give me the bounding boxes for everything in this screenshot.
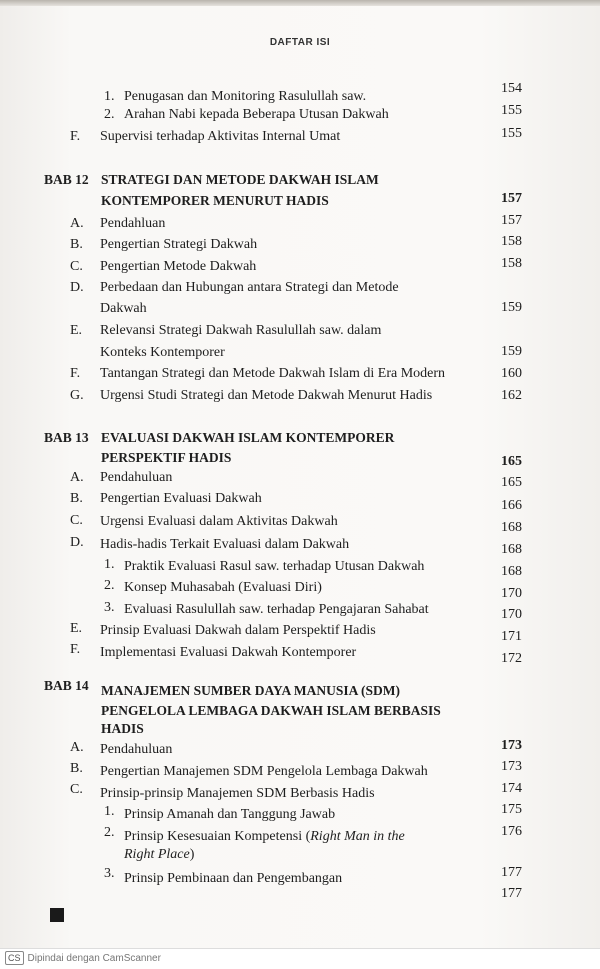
toc-entry-page: 155: [501, 126, 522, 141]
toc-entry-page: 173: [501, 759, 522, 774]
chapter-title-line: PERSPEKTIF HADIS: [101, 450, 232, 465]
toc-entry-marker: B.: [70, 491, 83, 506]
toc-entry-marker: 3.: [104, 600, 115, 615]
toc-entry-marker: 1.: [104, 89, 115, 104]
toc-entry-title: Tantangan Strategi dan Metode Dakwah Islam di Era Modern: [100, 366, 446, 381]
chapter-label: BAB 14: [44, 678, 89, 693]
toc-entry-page: 155: [501, 103, 522, 118]
toc-entry-title-cont: Konteks Kontemporer: [100, 345, 225, 360]
toc-entry-marker: C.: [70, 259, 83, 274]
toc-entry-page: 159: [501, 300, 522, 315]
toc-entry-title: Prinsip-prinsip Manajemen SDM Berbasis Hadis: [100, 786, 375, 801]
chapter-page: 173: [501, 738, 522, 753]
toc-entry-title-italic: Right Man in the: [310, 829, 405, 844]
chapter-title-line: MANAJEMEN SUMBER DAYA MANUSIA (SDM): [101, 683, 401, 698]
toc-entry-marker: A.: [70, 470, 84, 485]
toc-entry-marker: D.: [70, 535, 84, 550]
toc-entry-marker: 1.: [104, 804, 115, 819]
toc-entry-title: Pengertian Metode Dakwah: [100, 259, 257, 274]
toc-entry-title: Praktik Evaluasi Rasul saw. terhadap Utusan Dakwah: [124, 559, 425, 574]
chapter-title-line: EVALUASI DAKWAH ISLAM KONTEMPORER: [101, 430, 395, 445]
toc-entry-title: Prinsip Pembinaan dan Pengembangan: [124, 871, 343, 886]
toc-entry-page: 160: [501, 366, 522, 381]
chapter-label: BAB 12: [44, 172, 89, 187]
toc-entry-title: Pengertian Strategi Dakwah: [100, 237, 258, 252]
toc-entry-title: Hadis-hadis Terkait Evaluasi dalam Dakwah: [100, 537, 350, 552]
chapter-page: 157: [501, 191, 522, 206]
chapter-title-line: KONTEMPORER MENURUT HADIS: [101, 193, 329, 208]
toc-entry-title: Pendahuluan: [100, 470, 173, 485]
chapter-title-line: PENGELOLA LEMBAGA DAKWAH ISLAM BERBASIS: [101, 703, 441, 718]
page-corner-mark: [50, 908, 64, 922]
toc-entry-marker: A.: [70, 216, 84, 231]
toc-entry-title-text: Prinsip Kesesuaian Kompetensi (: [124, 829, 311, 844]
toc-entry-page: 166: [501, 498, 522, 513]
toc-entry-page: 176: [501, 824, 522, 839]
toc-entry-marker: 3.: [104, 866, 115, 881]
toc-entry-page: 168: [501, 542, 522, 557]
toc-entry-page: 162: [501, 388, 522, 403]
toc-entry-title: Pendahuluan: [100, 742, 173, 757]
toc-entry-page: 165: [501, 475, 522, 490]
toc-entry-page: 172: [501, 651, 522, 666]
toc-entry-title-italic-cont: Right Place: [124, 847, 190, 862]
toc-entry-title: Pendahluan: [100, 216, 166, 231]
toc-entry-page: 175: [501, 802, 522, 817]
toc-entry-page: 158: [501, 256, 522, 271]
toc-entry-page: 177: [501, 865, 522, 880]
toc-entry-marker: G.: [70, 388, 84, 403]
toc-entry-marker: 2.: [104, 578, 115, 593]
toc-entry-title: Perbedaan dan Hubungan antara Strategi dan Metode: [100, 280, 399, 295]
toc-entry-marker: A.: [70, 740, 84, 755]
toc-entry-title: Pengertian Evaluasi Dakwah: [100, 491, 262, 506]
scanner-footer: [0, 948, 600, 969]
chapter-title-line: HADIS: [101, 721, 144, 736]
toc-entry-marker: C.: [70, 513, 83, 528]
scanner-footer-text: Dipindai dengan CamScanner: [27, 953, 161, 964]
camscanner-logo-icon: CS: [5, 951, 24, 965]
toc-entry-title: Implementasi Evaluasi Dakwah Kontemporer: [100, 645, 357, 660]
toc-entry-marker: E.: [70, 621, 83, 636]
toc-entry-title-tail: ): [189, 847, 195, 862]
running-head: DAFTAR ISI: [269, 37, 331, 48]
toc-entry-title: Prinsip Amanah dan Tanggung Jawab: [124, 807, 336, 822]
toc-entry-page: 171: [501, 629, 522, 644]
toc-entry-page: 177: [501, 886, 522, 901]
toc-entry-page: 154: [501, 81, 522, 96]
toc-entry-marker: 1.: [104, 557, 115, 572]
toc-entry-marker: F.: [70, 366, 81, 381]
toc-entry-page: 158: [501, 234, 522, 249]
toc-entry-title-cont: [124, 846, 194, 863]
toc-entry-title: Supervisi terhadap Aktivitas Internal Umat: [100, 129, 341, 144]
toc-entry-marker: F.: [70, 129, 81, 144]
toc-entry-title: Urgensi Studi Strategi dan Metode Dakwah Menurut Hadis: [100, 388, 433, 403]
toc-entry-page: 174: [501, 781, 522, 796]
toc-entry-title: Penugasan dan Monitoring Rasulullah saw.: [124, 89, 367, 104]
toc-entry-marker: D.: [70, 280, 84, 295]
toc-entry-page: 170: [501, 607, 522, 622]
chapter-title-line: STRATEGI DAN METODE DAKWAH ISLAM: [101, 172, 379, 187]
chapter-label: BAB 13: [44, 430, 89, 445]
toc-entry-page: 157: [501, 213, 522, 228]
toc-entry-marker: 2.: [104, 107, 115, 122]
toc-entry-page: 159: [501, 344, 522, 359]
toc-entry-marker: 2.: [104, 825, 115, 840]
toc-entry-page: 170: [501, 586, 522, 601]
toc-entry-title: [124, 828, 405, 845]
chapter-page: 165: [501, 454, 522, 469]
toc-entry-marker: F.: [70, 642, 81, 657]
toc-entry-marker: E.: [70, 323, 83, 338]
toc-entry-page: 168: [501, 564, 522, 579]
toc-entry-title: Urgensi Evaluasi dalam Aktivitas Dakwah: [100, 514, 338, 529]
toc-entry-page: 168: [501, 520, 522, 535]
toc-entry-title: Prinsip Evaluasi Dakwah dalam Perspektif Hadis: [100, 623, 376, 638]
toc-entry-title: Pengertian Manajemen SDM Pengelola Lembaga Dakwah: [100, 764, 428, 779]
toc-entry-title: Relevansi Strategi Dakwah Rasulullah saw. dalam: [100, 323, 382, 338]
toc-entry-title-cont: Dakwah: [100, 301, 147, 316]
toc-entry-marker: C.: [70, 782, 83, 797]
toc-entry-marker: B.: [70, 237, 83, 252]
toc-entry-marker: B.: [70, 761, 83, 776]
toc-entry-title: Evaluasi Rasulullah saw. terhadap Pengajaran Sahabat: [124, 602, 429, 617]
toc-entry-title: Arahan Nabi kepada Beberapa Utusan Dakwah: [124, 107, 389, 122]
toc-entry-title: Konsep Muhasabah (Evaluasi Diri): [124, 580, 322, 595]
